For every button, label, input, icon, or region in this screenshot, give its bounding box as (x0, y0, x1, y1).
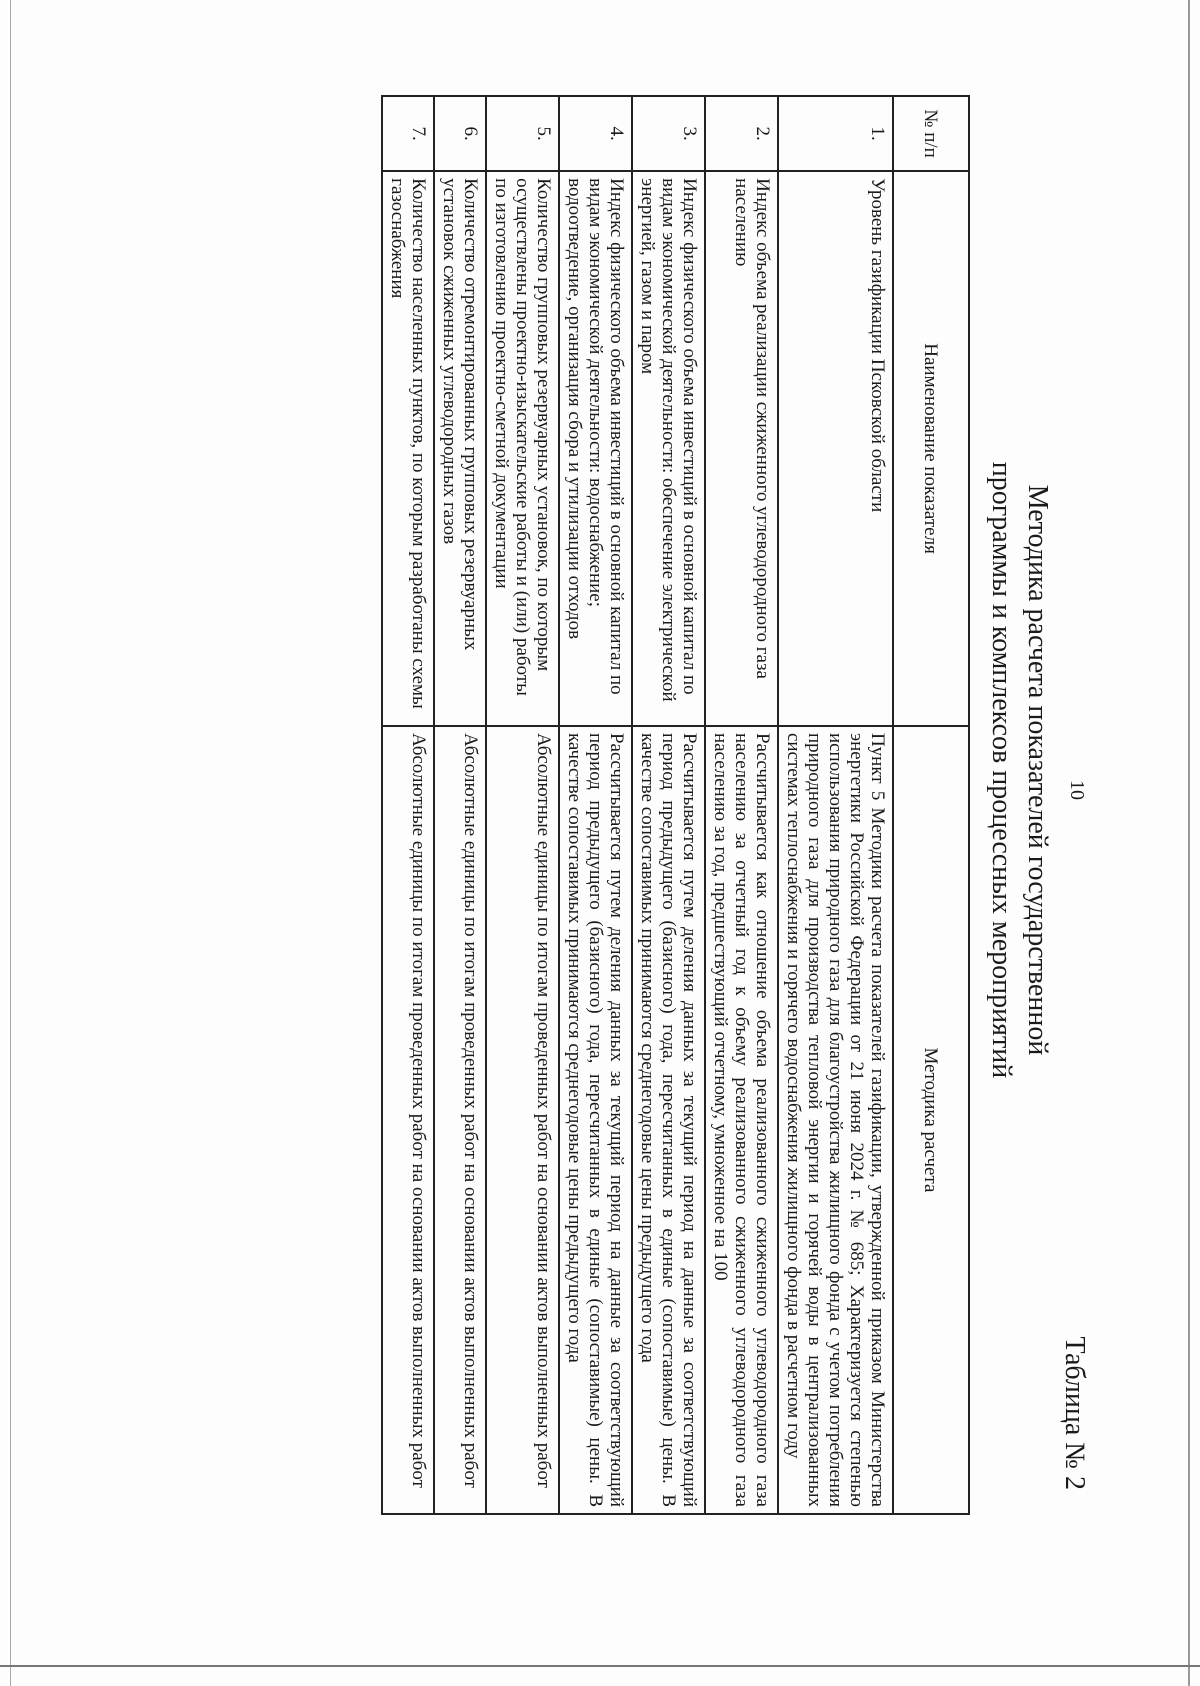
scan-edge-right (1188, 0, 1190, 1686)
row-name: Уровень газификации Псковской области (778, 171, 893, 726)
scan-edge-bottom (0, 1665, 1200, 1667)
page-number: 10 (1066, 780, 1088, 800)
row-name: Индекс объема реализации сжиженного углеводородного газа населению (705, 171, 778, 726)
document-title (983, 130, 1055, 1410)
methodology-table (381, 95, 970, 1515)
row-num: 1. (778, 96, 893, 171)
scan-edge-left (10, 0, 11, 1686)
header-method: Методика расчета (893, 726, 969, 1514)
table-row (434, 96, 486, 1514)
title-line-2: программы и комплексов процессных мероприятий (986, 461, 1017, 1079)
row-name: Индекс физического объема инвестиций в основной капитал по видам экономической деятельности: обеспечение электрической энергией, газом и паром (632, 171, 705, 726)
row-name: Количество групповых резервуарных установок, по которым осуществлены проектно-изыскательские работы и (или) работы по изготовлению проектно-сметной документации (486, 171, 559, 726)
row-method: Абсолютные единицы по итогам проведенных работ на основании актов выполненных работ (486, 726, 559, 1514)
row-method: Рассчитывается путем деления данных за текущий период на данные за соответствующий период предыдущего (базисного) года, пересчитанных в единые (сопоставимые) цены. В качестве сопоставимых принимаются среднегодовые цены предыдущего года (632, 726, 705, 1514)
table-row (559, 96, 632, 1514)
header-num: № п/п (893, 96, 969, 171)
row-name: Количество населенных пунктов, по которым разработаны схемы газоснабжения (382, 171, 434, 726)
row-method: Рассчитывается как отношение объема реализованного сжиженного углеводородного газа населению за отчетный год к объему реализованного сжиженного углеводородного газа населению за год, предшествующий отчетному, умноженное на 100 (705, 726, 778, 1514)
row-num: 5. (486, 96, 559, 171)
table-row (632, 96, 705, 1514)
row-num: 7. (382, 96, 434, 171)
table-row (382, 96, 434, 1514)
row-method: Абсолютные единицы по итогам проведенных работ на основании актов выполненных работ (382, 726, 434, 1514)
row-num: 4. (559, 96, 632, 171)
title-line-1: Методика расчета показателей государственной (1022, 484, 1053, 1056)
row-name: Индекс физического объема инвестиций в основной капитал по видам экономической деятельности: водоснабжение; водоотведение, организация сбора и утилизации отходов (559, 171, 632, 726)
table-row (486, 96, 559, 1514)
row-method: Абсолютные единицы по итогам проведенных работ на основании актов выполненных работ (434, 726, 486, 1514)
row-num: 3. (632, 96, 705, 171)
row-num: 2. (705, 96, 778, 171)
rotated-sheet (25, 20, 1140, 1600)
table-header-row (893, 96, 969, 1514)
row-num: 6. (434, 96, 486, 171)
row-name: Количество отремонтированных групповых резервуарных установок сжиженных углеводородных газов (434, 171, 486, 726)
row-method: Пункт 5 Методики расчета показателей газификации, утвержденной приказом Министерства энергетики Российской Федерации от 21 июня 2024 г. № 685; Характеризуется степенью использования природного газа для благоустройства жилищного фонда с учетом потребления природного газа для производства тепловой энергии и горячей воды в централизованных системах теплоснабжения и горячего водоснабжения жилищного фонда в расчетном году (778, 726, 893, 1514)
table-label: Таблица № 2 (1059, 1336, 1090, 1490)
row-method: Рассчитывается путем деления данных за текущий период на данные за соответствующий период предыдущего (базисного) года, пересчитанных в единые (сопоставимые) цены. В качестве сопоставимых принимаются среднегодовые цены предыдущего года (559, 726, 632, 1514)
table-row (778, 96, 893, 1514)
header-name: Наименование показателя (893, 171, 969, 726)
table-row (705, 96, 778, 1514)
